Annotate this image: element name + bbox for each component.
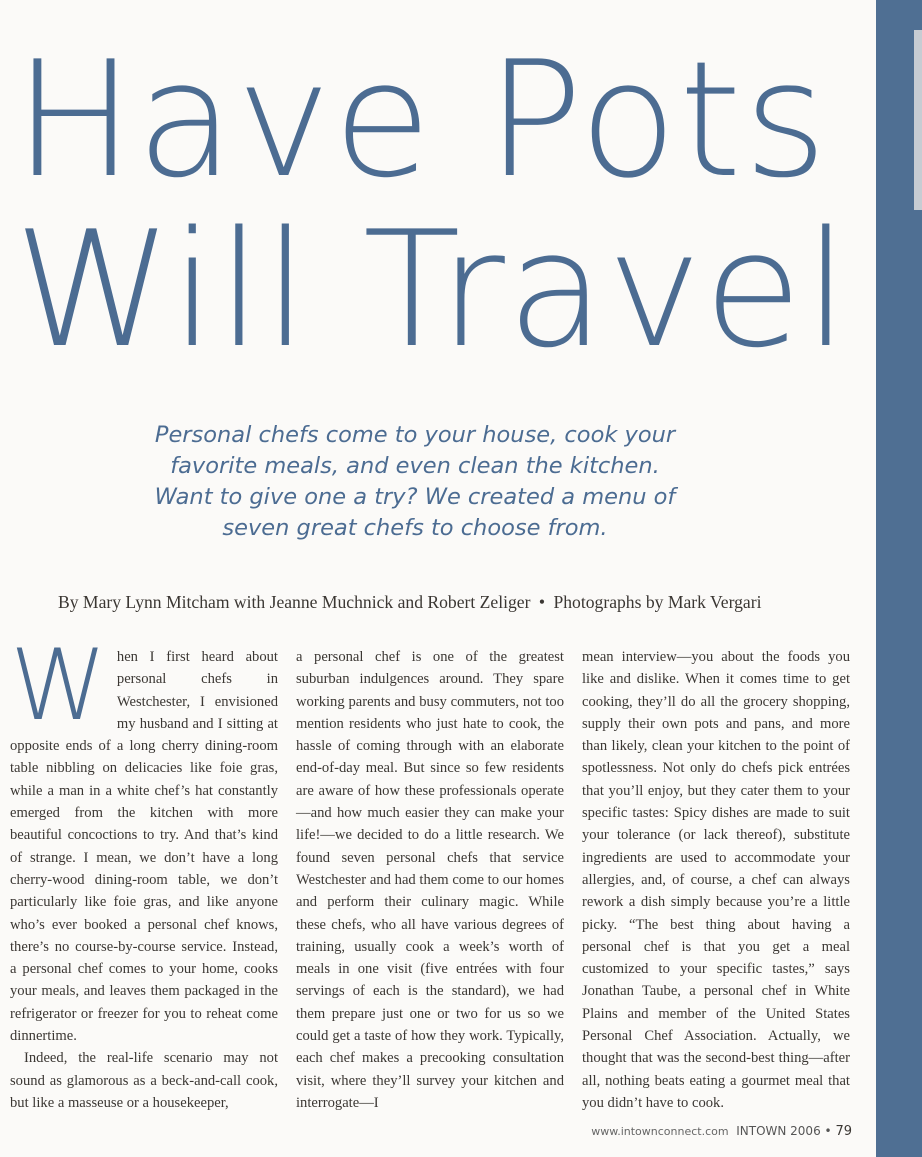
drop-cap: W <box>10 629 107 743</box>
footer-separator: • <box>824 1124 832 1138</box>
byline-photos: Photographs by Mark Vergari <box>553 592 762 612</box>
byline <box>58 592 838 613</box>
deck-line: Want to give one a try? We created a menu of <box>154 484 676 510</box>
deck-line: seven great chefs to choose from. <box>222 515 608 541</box>
paragraph-text: hen I first heard about personal chefs in Westchester, I envisioned my husband and I sitting at opposite ends of a long cherry dining-room table nibbling on delicacies like foie gras, while a man in a white chef’s hat constantly emerged from the kitchen with more beautiful concoctions to try. And that’s kind of strange. I mean, we don’t have a long cherry-wood dining-room table, we don’t particularly like foie gras, and like anyone who’s ever booked a personal chef knows, there’s no course-by-course service. Instead, a personal chef comes to your home, cooks your meals, and leaves them packaged in the refrigerator or freezer for you to reheat come dinnertime. <box>10 649 278 1045</box>
footer-url: www.intownconnect.com <box>591 1125 729 1138</box>
page-number: 79 <box>835 1124 852 1139</box>
byline-authors: By Mary Lynn Mitcham with Jeanne Muchnick and Robert Zeliger <box>58 592 531 612</box>
page-edge-tab <box>914 30 922 210</box>
deck-line: Personal chefs come to your house, cook your <box>154 422 676 448</box>
page-footer <box>591 1124 852 1139</box>
footer-issue: INTOWN 2006 <box>736 1124 821 1138</box>
article-paragraph: a personal chef is one of the greatest suburban indulgences around. They spare working parents and busy commuters, not too mention residents who just hate to cook, the hassle of coming through with an elaborate end-of-day meal. But since so few residents are aware of how these professionals operate—and how much easier they can make your life!—we decided to do a little research. We found seven personal chefs that service Westchester and had them come to our homes and perform their culinary magic. While these chefs, who all have various degrees of training, usually cook a week’s worth of meals in one visit (five entrées with four servings of each is the standard), we had them prepare just one or two for us so we could get a taste of how they work. Typically, each chef makes a precooking consultation visit, where they’ll survey your kitchen and interrogate—I <box>296 649 564 1111</box>
article-column-3 <box>582 646 850 1114</box>
byline-separator: • <box>538 592 546 612</box>
headline-line-1: Have Pots <box>14 26 830 213</box>
headline-line-2: Will Travel <box>14 196 851 383</box>
article-paragraph: mean interview—you about the foods you like and dislike. When it comes time to get cooking, they’ll do all the grocery shopping, supply their own pots and pans, and more than likely, clean your kitchen to the point of spotlessness. Not only do chefs pick entrées that you’ll enjoy, but they cater them to your specific tastes: Spicy dishes are made to suit your tolerance (or lack thereof), substitute ingredients are used to accommodate your allergies, and, of course, a chef can always rework a dish simply because you’re a little picky. “The best thing about having a personal chef is that you get a meal customized to your specific tastes,” says Jonathan Taube, a personal chef in White Plains and member of the United States Personal Chef Association. Actually, we thought that was the second-best thing—after all, nothing beats eating a gourmet meal that you didn’t have to cook. <box>582 649 850 1111</box>
article-paragraph <box>10 629 278 1047</box>
deck-line: favorite meals, and even clean the kitchen. <box>170 453 660 479</box>
article-column-2 <box>296 646 564 1114</box>
deck-subtitle <box>130 420 700 544</box>
article-paragraph: Indeed, the real-life scenario may not sound as glamorous as a beck-and-call cook, but like a masseuse or a housekeeper, <box>10 1050 278 1111</box>
headline <box>14 26 874 383</box>
article-column-1 <box>10 629 278 1114</box>
